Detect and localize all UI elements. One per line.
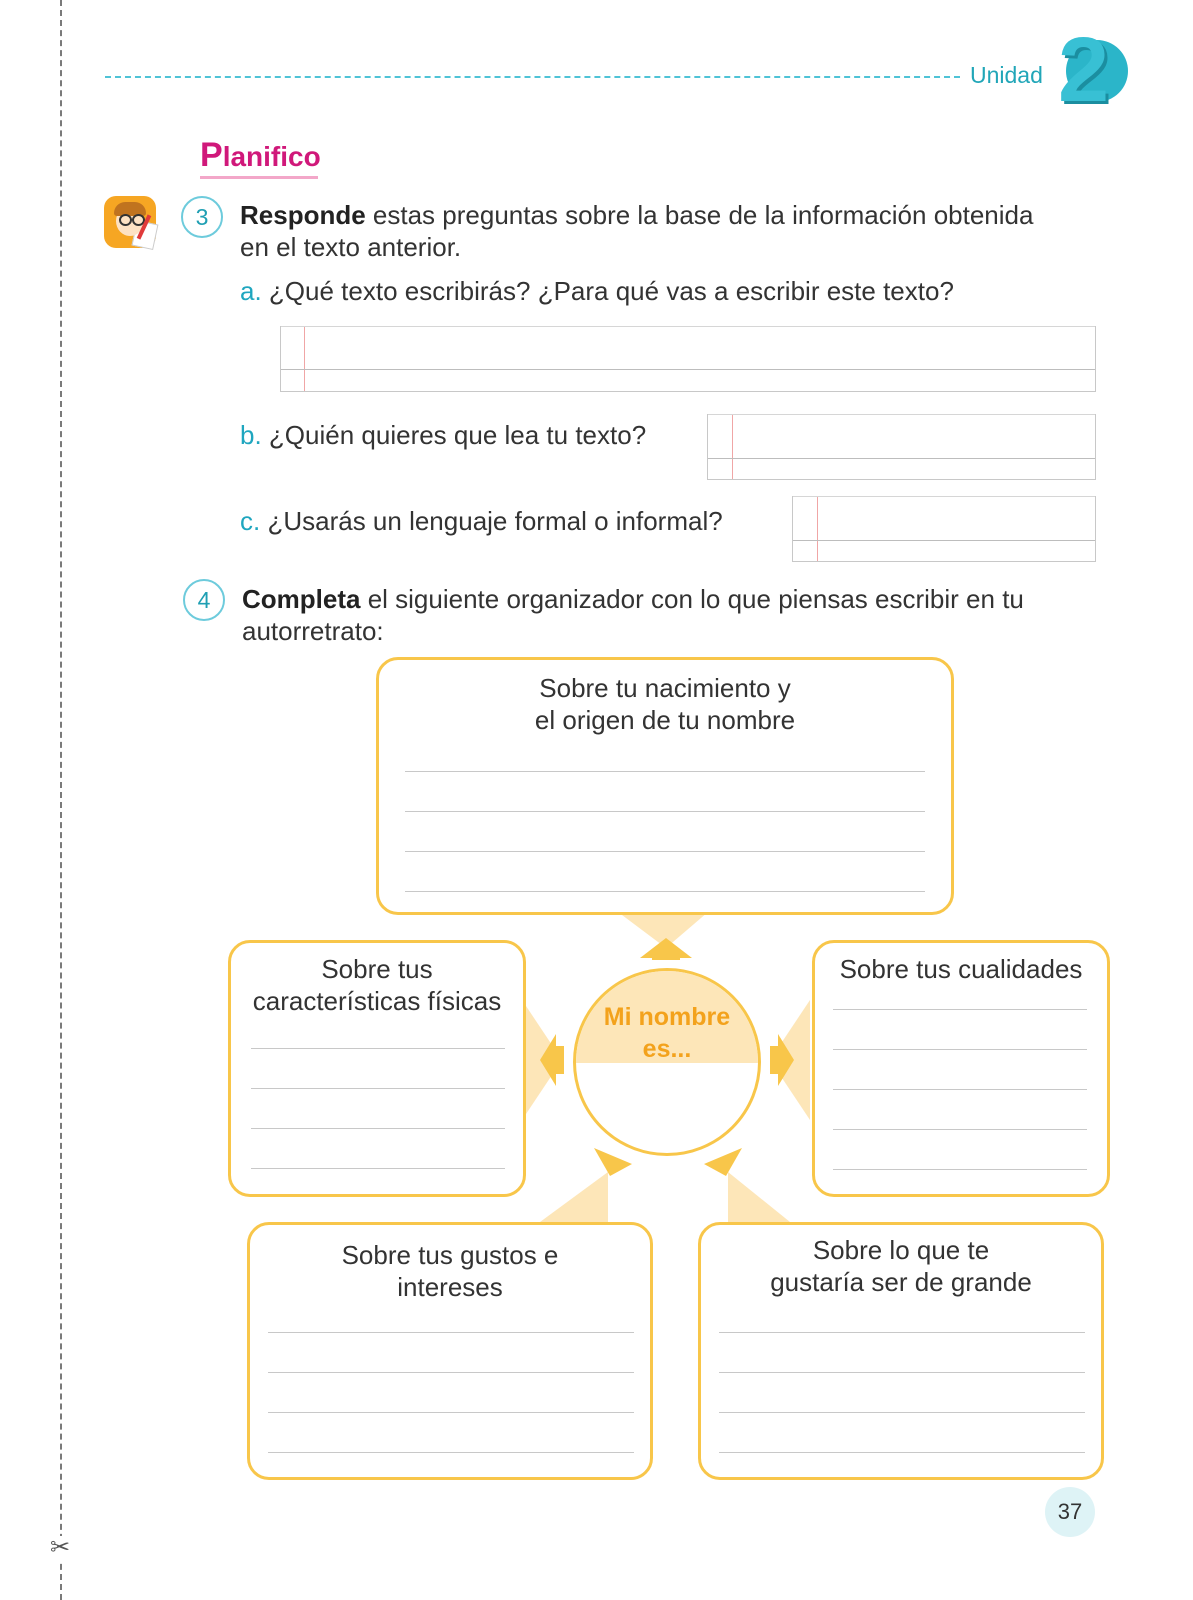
organizer-box-qualities-title: Sobre tus cualidades	[839, 954, 1083, 984]
writing-line[interactable]	[833, 1089, 1087, 1090]
connector-bottom-right	[728, 1172, 790, 1222]
writing-line[interactable]	[719, 1412, 1085, 1413]
organizer-box-birth	[376, 657, 954, 915]
activity4-text: el siguiente organizador con lo que piensas escribir en tu autorretrato:	[242, 584, 1024, 646]
writing-line[interactable]	[268, 1372, 634, 1373]
writing-line[interactable]	[251, 1088, 505, 1089]
arrow-up-stem	[652, 950, 680, 960]
activity-number-3: 3	[181, 196, 223, 238]
writing-line[interactable]	[833, 1129, 1087, 1130]
writing-line[interactable]	[251, 1048, 505, 1049]
writing-line[interactable]	[268, 1332, 634, 1333]
activity4-verb: Completa	[242, 584, 361, 614]
writing-line[interactable]	[405, 891, 925, 892]
writing-line[interactable]	[833, 1169, 1087, 1170]
writing-line[interactable]	[405, 811, 925, 812]
organizer-box-interests	[247, 1222, 653, 1480]
arrow-left-stem	[554, 1046, 564, 1074]
arrow-bottom-left	[594, 1148, 632, 1176]
question-a-letter: a.	[240, 276, 262, 306]
arrow-right-stem	[770, 1046, 780, 1074]
organizer-box-future-title-line1: Sobre lo que te	[812, 1235, 990, 1265]
unit-label: Unidad	[970, 62, 1043, 88]
question-a-text: ¿Qué texto escribirás? ¿Para qué vas a escribir este texto?	[268, 276, 954, 306]
arrow-bottom-right	[704, 1148, 742, 1176]
writing-line[interactable]	[268, 1452, 634, 1453]
question-c-letter: c.	[240, 506, 261, 536]
scissors-icon: ✂	[50, 1534, 71, 1561]
writing-line[interactable]	[719, 1332, 1085, 1333]
activity3-text: estas preguntas sobre la base de la información obtenida en el texto anterior.	[240, 200, 1034, 262]
writing-line[interactable]	[251, 1128, 505, 1129]
center-label-line2: es...	[642, 1035, 692, 1063]
organizer-box-qualities	[812, 940, 1110, 1197]
organizer-box-interests-title	[250, 1239, 650, 1303]
section-title-rest: lanifico	[222, 141, 321, 172]
organizer-box-interests-title-line2: intereses	[397, 1272, 503, 1302]
writing-line[interactable]	[833, 1049, 1087, 1050]
organizer-box-physical-title-line1: Sobre tus	[321, 954, 433, 984]
organizer-box-interests-title-line1: Sobre tus gustos e	[341, 1240, 559, 1270]
question-b-letter: b.	[240, 420, 262, 450]
organizer-box-birth-title	[379, 672, 951, 736]
organizer-box-future	[698, 1222, 1104, 1480]
writing-line[interactable]	[405, 851, 925, 852]
organizer-box-physical-title	[231, 953, 523, 1017]
organizer-center-name	[573, 968, 761, 1156]
writing-line[interactable]	[719, 1452, 1085, 1453]
organizer-box-birth-title-line2: el origen de tu nombre	[534, 705, 796, 735]
organizer-box-future-title	[701, 1234, 1101, 1298]
writing-line[interactable]	[268, 1412, 634, 1413]
center-label-line1: Mi nombre	[603, 1003, 731, 1031]
organizer-box-future-title-line2: gustaría ser de grande	[770, 1267, 1032, 1297]
writing-line[interactable]	[833, 1009, 1087, 1010]
organizer-box-birth-title-line1: Sobre tu nacimiento y	[539, 673, 791, 703]
page-number: 37	[1045, 1487, 1095, 1537]
question-c-text: ¿Usarás un lenguaje formal o informal?	[267, 506, 723, 536]
activity-number-4: 4	[183, 579, 225, 621]
activity3-verb: Responde	[240, 200, 366, 230]
connector-bottom-left	[540, 1172, 608, 1222]
center-label	[576, 1001, 758, 1065]
organizer-box-physical-title-line2: características físicas	[252, 986, 502, 1016]
writing-line[interactable]	[719, 1372, 1085, 1373]
section-title-initial: P	[200, 136, 223, 174]
organizer-box-physical	[228, 940, 526, 1197]
writing-line[interactable]	[251, 1168, 505, 1169]
writing-line[interactable]	[405, 771, 925, 772]
question-b-text: ¿Quién quieres que lea tu texto?	[268, 420, 647, 450]
unit-number: 2	[1058, 19, 1110, 121]
